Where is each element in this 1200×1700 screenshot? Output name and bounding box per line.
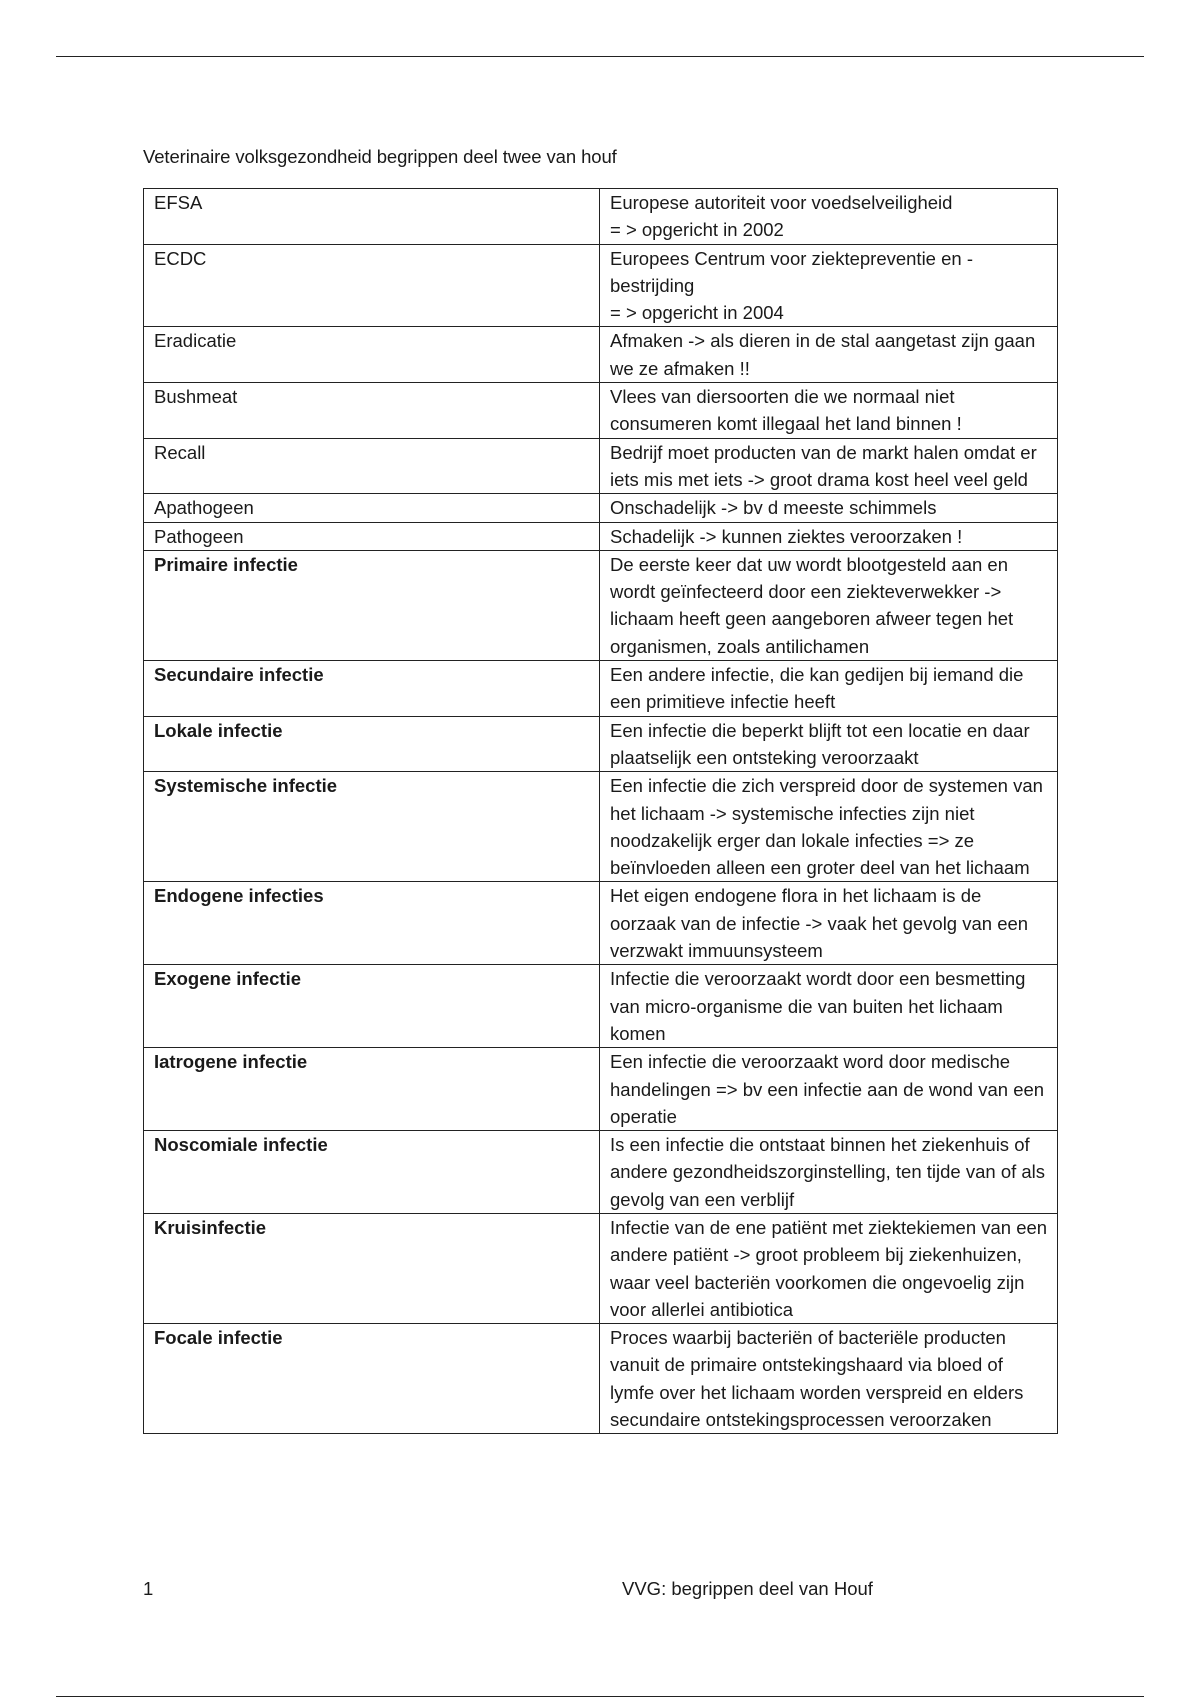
definition-line: Infectie van de ene patiënt met ziektekiemen van een andere patiënt -> groot probleem bij ziekenhuizen, waar veel bacteriën voorkomen die ongevoelig zijn voor allerlei antibiotica: [610, 1216, 1048, 1320]
glossary-definition: [600, 1048, 1058, 1131]
glossary-term: Noscomiale infectie: [144, 1131, 600, 1214]
definition-line: Infectie die veroorzaakt wordt door een besmetting van micro-organisme die van buiten het lichaam komen: [610, 968, 1026, 1044]
definition-line: Onschadelijk -> bv d meeste schimmels: [610, 497, 937, 519]
glossary-definition: [600, 716, 1058, 772]
page-number: 1: [143, 1578, 154, 1599]
glossary-row: [144, 882, 1058, 965]
glossary-term: Bushmeat: [144, 383, 600, 439]
glossary-row: [144, 438, 1058, 494]
glossary-row: [144, 383, 1058, 439]
definition-line: Vlees van diersoorten die we normaal niet consumeren komt illegaal het land binnen !: [610, 386, 962, 435]
glossary-definition: [600, 244, 1058, 327]
glossary-row: [144, 522, 1058, 550]
glossary-table: [143, 188, 1058, 1434]
definition-line: Proces waarbij bacteriën of bacteriële producten vanuit de primaire ontstekingshaard via bloed of lymfe over het lichaam worden verspreid en elders secundaire ontstekingsprocessen veroorzaken: [610, 1327, 1024, 1431]
footer-running-title: VVG: begrippen deel van Houf: [622, 1578, 873, 1599]
glossary-row: [144, 1324, 1058, 1434]
glossary-term: Systemische infectie: [144, 772, 600, 882]
definition-line: Een infectie die beperkt blijft tot een locatie en daar plaatselijk een ontsteking veroorzaakt: [610, 719, 1030, 768]
glossary-term: Pathogeen: [144, 522, 600, 550]
definition-line: Een andere infectie, die kan gedijen bij iemand die een primitieve infectie heeft: [610, 664, 1024, 713]
glossary-term: Apathogeen: [144, 494, 600, 522]
glossary-term: EFSA: [144, 189, 600, 245]
definition-line: Bedrijf moet producten van de markt halen omdat er iets mis met iets -> groot drama kost heel veel geld: [610, 441, 1037, 490]
glossary-definition: [600, 189, 1058, 245]
definition-line: Een infectie die zich verspreid door de systemen van het lichaam -> systemische infecties zijn niet noodzakelijk erger dan lokale infecties => ze beïnvloeden alleen een groter deel van het lichaam: [610, 775, 1043, 879]
glossary-term: Exogene infectie: [144, 965, 600, 1048]
definition-line: Een infectie die veroorzaakt word door medische handelingen => bv een infectie aan de wond van een operatie: [610, 1051, 1045, 1127]
glossary-row: [144, 327, 1058, 383]
glossary-term: Recall: [144, 438, 600, 494]
glossary-row: [144, 716, 1058, 772]
glossary-row: [144, 1213, 1058, 1323]
glossary-term: Kruisinfectie: [144, 1213, 600, 1323]
glossary-row: [144, 244, 1058, 327]
glossary-definition: [600, 1131, 1058, 1214]
glossary-definition: [600, 1324, 1058, 1434]
glossary-row: [144, 965, 1058, 1048]
definition-line: Afmaken -> als dieren in de stal aangetast zijn gaan we ze afmaken !!: [610, 330, 1036, 379]
definition-line: = > opgericht in 2004: [610, 302, 784, 324]
definition-line: Het eigen endogene flora in het lichaam is de oorzaak van de infectie -> vaak het gevolg van een verzwakt immuunsysteem: [610, 885, 1029, 962]
definition-line: De eerste keer dat uw wordt blootgesteld aan en wordt geïnfecteerd door een ziekteverwekker -> lichaam heeft geen aangeboren afweer tegen het organismen, zoals antilichamen: [610, 553, 1014, 657]
glossary-row: [144, 189, 1058, 245]
document-title: Veterinaire volksgezondheid begrippen deel twee van houf: [143, 146, 617, 167]
definition-line: Europese autoriteit voor voedselveiligheid: [610, 192, 953, 213]
definition-line: Europees Centrum voor ziektepreventie en -bestrijding: [610, 247, 973, 296]
glossary-term: Iatrogene infectie: [144, 1048, 600, 1131]
glossary-term: Focale infectie: [144, 1324, 600, 1434]
header-rule: [56, 56, 1144, 57]
glossary-row: [144, 550, 1058, 660]
glossary-definition: [600, 522, 1058, 550]
glossary-term: ECDC: [144, 244, 600, 327]
definition-line: = > opgericht in 2002: [610, 219, 784, 241]
definition-line: Schadelijk -> kunnen ziektes veroorzaken !: [610, 525, 963, 547]
glossary-term: Secundaire infectie: [144, 661, 600, 717]
footer-rule: [56, 1696, 1144, 1697]
glossary-term: Eradicatie: [144, 327, 600, 383]
glossary-definition: [600, 965, 1058, 1048]
glossary-term: Endogene infecties: [144, 882, 600, 965]
glossary-term: Primaire infectie: [144, 550, 600, 660]
glossary-body: [144, 189, 1058, 1434]
glossary-definition: [600, 494, 1058, 522]
glossary-definition: [600, 438, 1058, 494]
definition-line: Is een infectie die ontstaat binnen het ziekenhuis of andere gezondheidszorginstelling, ten tijde van of als gevolg van een verblijf: [610, 1134, 1046, 1210]
glossary-row: [144, 494, 1058, 522]
glossary-definition: [600, 327, 1058, 383]
glossary-definition: [600, 383, 1058, 439]
glossary-definition: [600, 661, 1058, 717]
glossary-definition: [600, 772, 1058, 882]
glossary-row: [144, 1131, 1058, 1214]
glossary-definition: [600, 882, 1058, 965]
glossary-term: Lokale infectie: [144, 716, 600, 772]
glossary-row: [144, 661, 1058, 717]
glossary-row: [144, 772, 1058, 882]
glossary-row: [144, 1048, 1058, 1131]
glossary-definition: [600, 550, 1058, 660]
glossary-definition: [600, 1213, 1058, 1323]
